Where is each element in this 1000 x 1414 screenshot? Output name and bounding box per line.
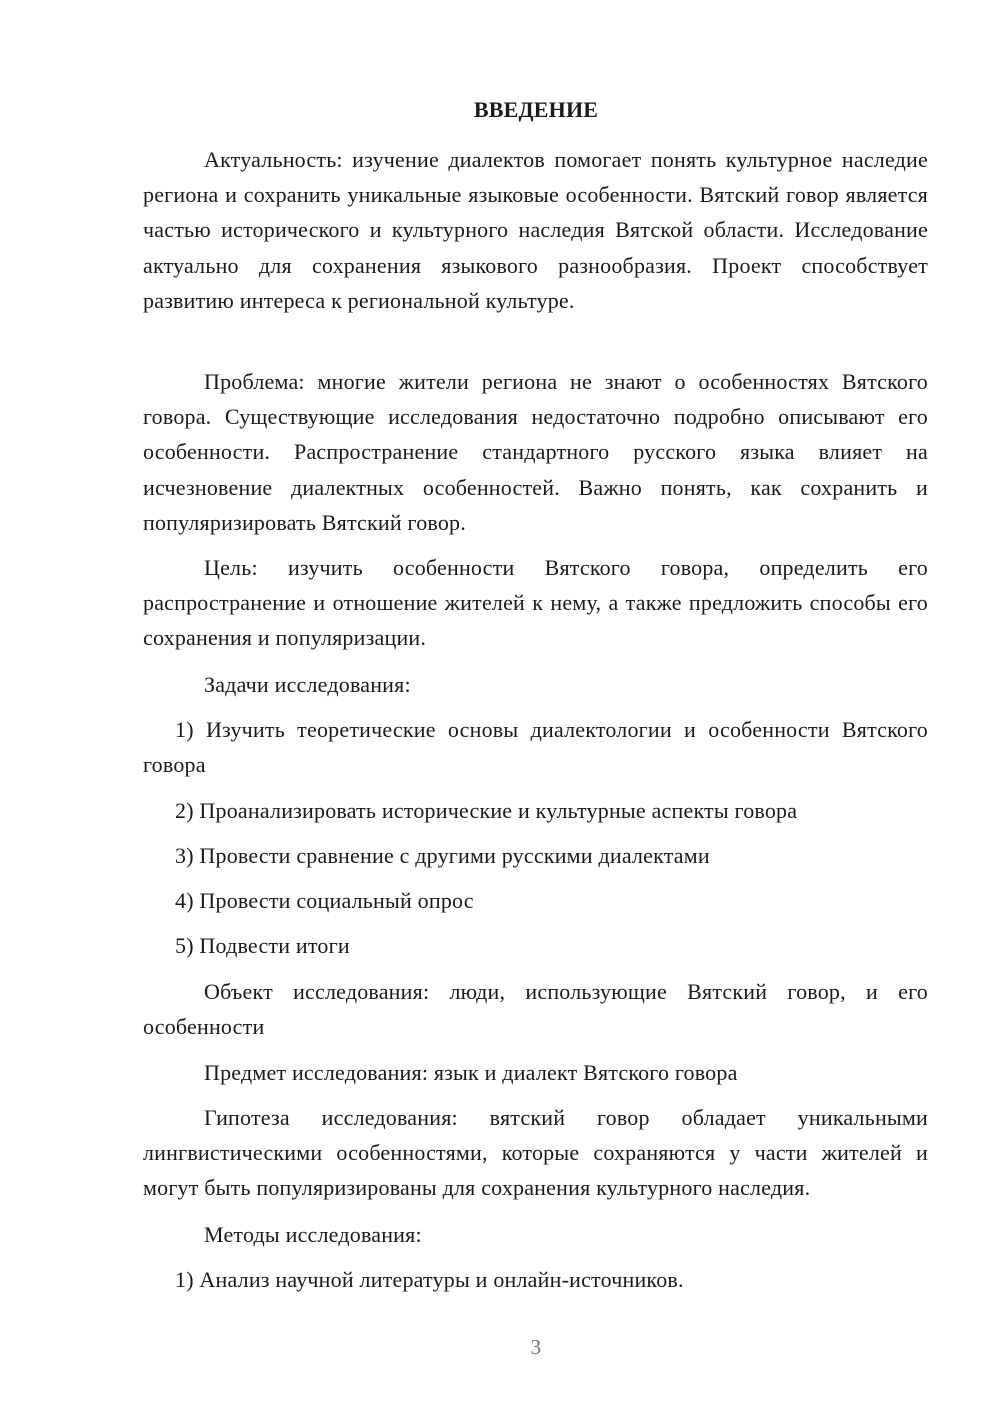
task-item-3: 3) Провести сравнение с другими русскими диалектами (175, 843, 710, 868)
method-item-1: 1) Анализ научной литературы и онлайн-источников. (175, 1267, 684, 1292)
task-item-1: 1) Изучить теоретические основы диалектологии и особенности Вятского говора (143, 717, 928, 778)
task-item-5: 5) Подвести итоги (175, 933, 350, 958)
page-number: 3 (530, 1335, 542, 1359)
task-item-2: 2) Проанализировать исторические и культурные аспекты говора (175, 798, 798, 823)
hypothesis-paragraph: Гипотеза исследования: вятский говор обладает уникальными лингвистическими особенностями, которые сохраняются у части жителей и могут быть популяризированы для сохранения культурного наследия. (143, 1105, 928, 1201)
page-title: ВВЕДЕНИЕ (473, 97, 599, 122)
tasks-heading: Задачи исследования: (204, 672, 411, 697)
subject-paragraph: Предмет исследования: язык и диалект Вятского говора (204, 1060, 738, 1085)
task-item-4: 4) Провести социальный опрос (175, 888, 474, 913)
goal-paragraph: Цель: изучить особенности Вятского говора, определить его распространение и отношение жителей к нему, а также предложить способы его сохранения и популяризации. (143, 555, 928, 651)
methods-heading: Методы исследования: (204, 1222, 422, 1247)
relevance-paragraph: Актуальность: изучение диалектов помогает понять культурное наследие региона и сохранить уникальные языковые особенности. Вятский говор является частью исторического и культурного наследия Вятской области. Исследование актуально для сохранения языкового разнообразия. Проект способствует развитию интереса к региональной культуре. (143, 147, 928, 313)
object-paragraph: Объект исследования: люди, использующие Вятский говор, и его особенности (143, 979, 928, 1040)
problem-paragraph: Проблема: многие жители региона не знают о особенностях Вятского говора. Существующие исследования недостаточно подробно описывают его особенности. Распространение стандартного русского языка влияет на исчезновение диалектных особенностей. Важно понять, как сохранить и популяризировать Вятский говор. (143, 369, 928, 535)
